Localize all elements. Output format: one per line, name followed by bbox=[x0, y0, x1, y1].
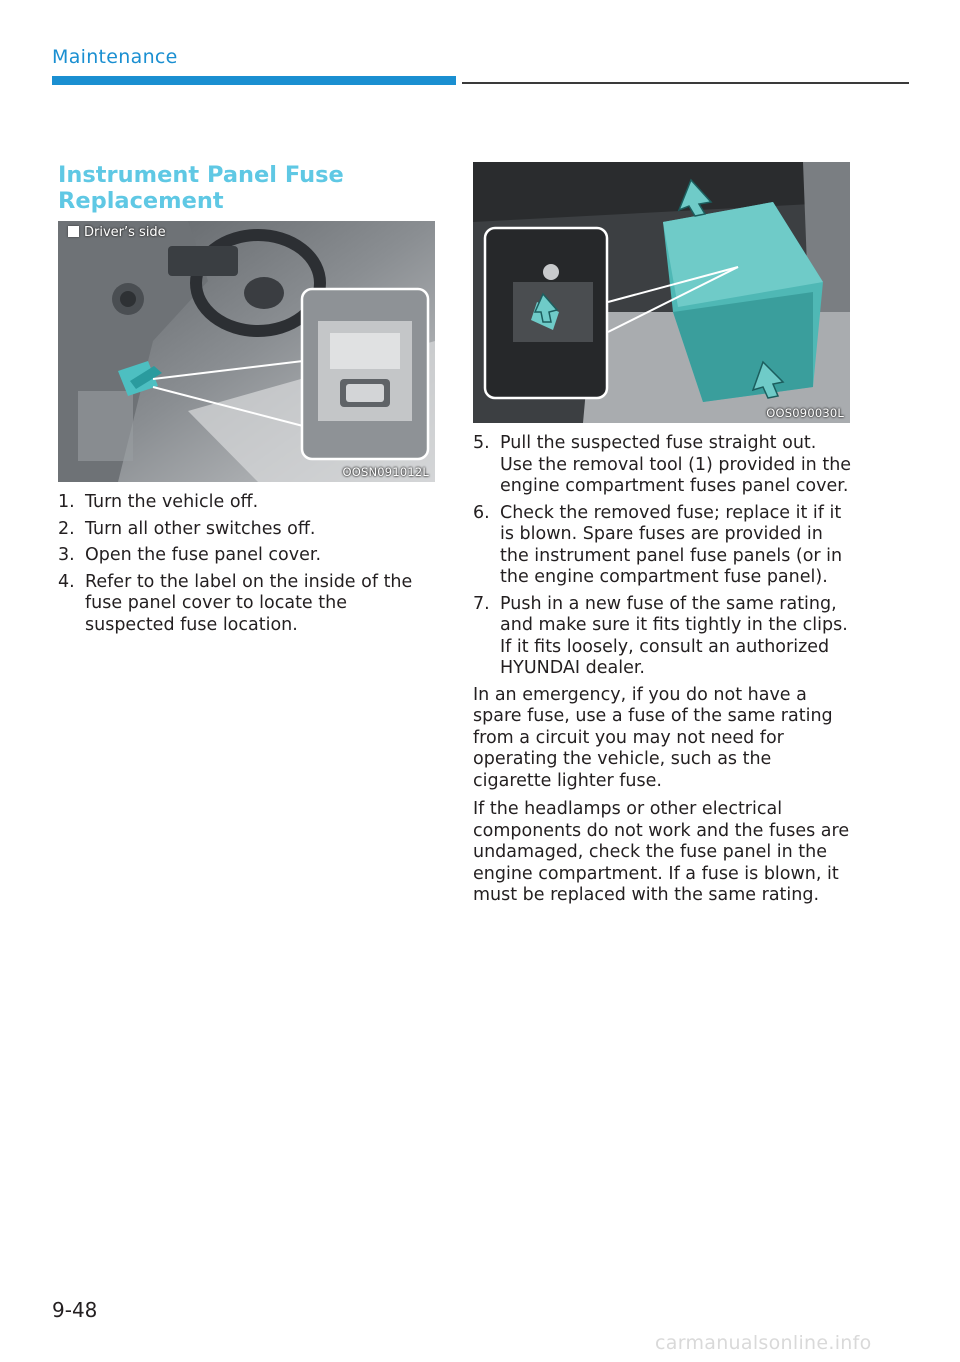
figure-code: OOS090030L bbox=[766, 406, 844, 420]
list-item bbox=[58, 545, 438, 567]
list-item bbox=[58, 519, 438, 541]
list-item bbox=[473, 503, 853, 589]
step-number: 3. bbox=[58, 545, 75, 565]
step-number: 6. bbox=[473, 502, 490, 523]
square-bullet-icon bbox=[68, 226, 79, 237]
figure-tag-label: Driver’s side bbox=[84, 225, 166, 240]
steps-right-column bbox=[473, 433, 853, 914]
list-item bbox=[58, 492, 438, 514]
step-number: 1. bbox=[58, 492, 75, 512]
section-title: Instrument Panel Fuse Replacement bbox=[58, 162, 344, 214]
step-text: Turn all other switches off. bbox=[85, 518, 316, 539]
figure-drivers-side bbox=[58, 221, 435, 482]
figure-engine-compartment bbox=[473, 162, 850, 423]
header-rule-thin bbox=[462, 82, 909, 84]
list-item bbox=[58, 572, 438, 637]
step-number: 5. bbox=[473, 433, 490, 453]
figure-tag bbox=[68, 225, 166, 240]
paragraph-engine-fuse-panel: If the headlamps or other electrical components do not work and the fuses are undamaged, check the fuse panel in the engine compartment. If a fuse is blown, it must be replaced with the same rating. bbox=[473, 799, 850, 905]
list-item bbox=[473, 433, 853, 498]
running-header: Maintenance bbox=[52, 46, 178, 68]
step-number: 2. bbox=[58, 518, 75, 539]
step-text: Check the removed fuse; replace it if it is blown. Spare fuses are provided in the instrument panel fuse panels (or in the engine compartment fuse panel). bbox=[500, 502, 843, 587]
page-number: 9-48 bbox=[52, 1298, 98, 1322]
header-rule-accent bbox=[52, 76, 456, 85]
list-item bbox=[473, 594, 853, 680]
step-text: Turn the vehicle off. bbox=[85, 492, 259, 512]
step-text: Open the fuse panel cover. bbox=[85, 545, 322, 565]
step-text: Pull the suspected fuse straight out. Use the removal tool (1) provided in the engine compartment fuses panel cover. bbox=[500, 433, 852, 496]
watermark: carmanualsonline.info bbox=[655, 1332, 872, 1354]
step-number: 7. bbox=[473, 593, 490, 614]
paragraph-emergency: In an emergency, if you do not have a spare fuse, use a fuse of the same rating from a circuit you may not need for operating the vehicle, such as the cigarette lighter fuse. bbox=[473, 684, 833, 791]
figure-code: OOSN091012L bbox=[342, 465, 429, 479]
step-text: Refer to the label on the inside of the fuse panel cover to locate the suspected fuse location. bbox=[85, 571, 413, 635]
dashboard-illustration bbox=[58, 221, 435, 482]
step-number: 4. bbox=[58, 571, 75, 592]
fuse-box-illustration bbox=[473, 162, 850, 423]
steps-left-column bbox=[58, 492, 438, 641]
step-text: Push in a new fuse of the same rating, and make sure it fits tightly in the clips. If it fits loosely, consult an authorized HYUNDAI dealer. bbox=[500, 593, 848, 678]
